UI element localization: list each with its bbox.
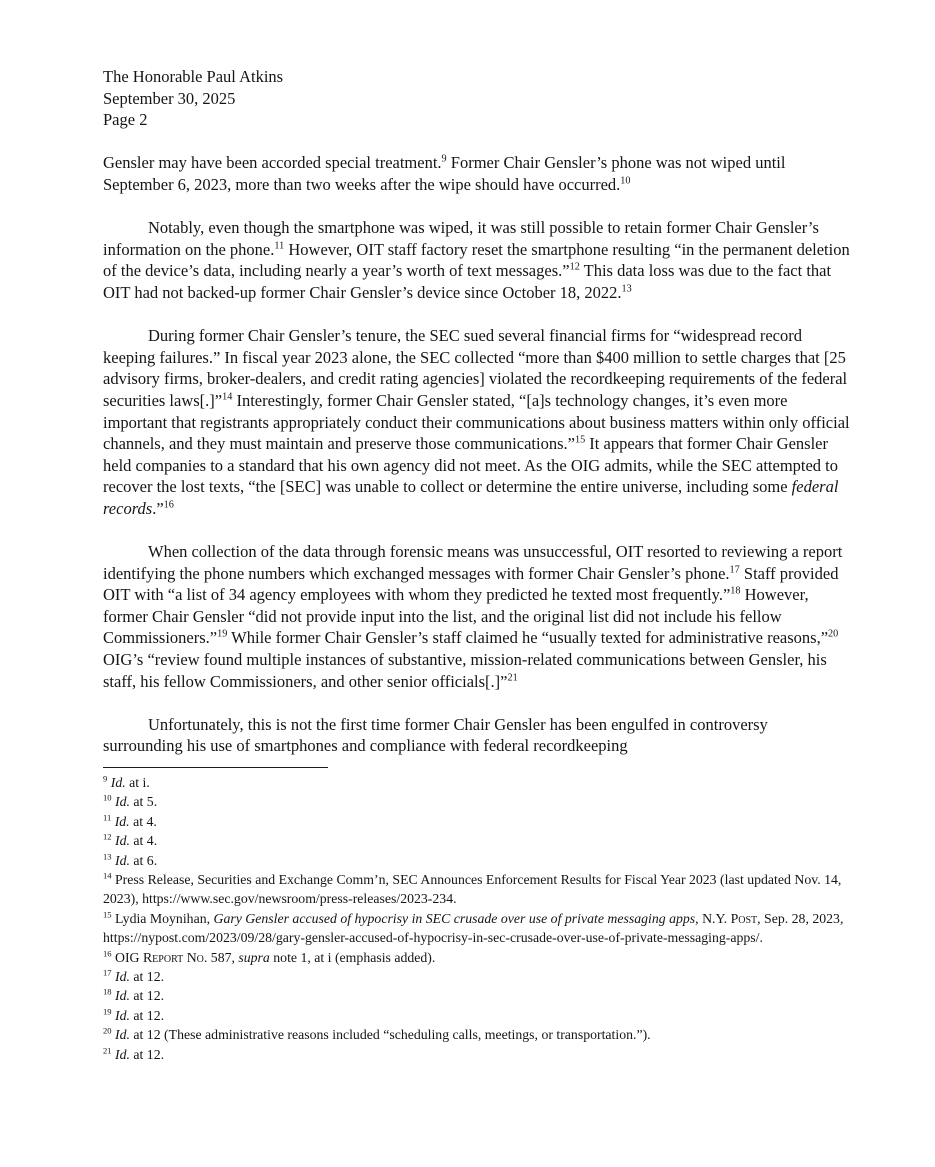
text-run: Press Release, Securities and Exchange Comm’n, SEC Announces Enforcement Results for Fiscal Year 2023 (last updated Nov. 14, 2023), https://www.sec.gov/newsroom/press-releases/2023-234. [103, 872, 842, 907]
text-run: However, former Chair Gensler “did not provide input into the list, and the original list did not include his fellow Commissioners.” [103, 585, 809, 648]
text-run: Id. [115, 969, 130, 985]
body-paragraph [103, 217, 850, 303]
text-run: It appears that former Chair Gensler held companies to a standard that his own agency did not meet. As the OIG admits, while the SEC attempted to recover the lost texts, “the [SEC] was unable to collect or determine the entire universe, including some [103, 434, 839, 497]
footnote-ref: 18 [730, 585, 741, 597]
footnote-ref: 14 [222, 391, 233, 403]
footnote-ref: 9 [103, 773, 108, 784]
text-run: Id. [115, 833, 130, 849]
footnote [103, 986, 850, 1005]
text-run: This data loss was due to the fact that OIT had not backed-up former Chair Gensler’s device since October 18, 2022. [103, 261, 832, 302]
text-run: at 6. [129, 852, 158, 868]
footnote [103, 792, 850, 811]
text-run: .” [152, 498, 164, 518]
footnote-ref: 11 [274, 240, 285, 252]
footnote-ref: 13 [103, 851, 112, 862]
footnote-ref: 17 [729, 564, 740, 576]
text-run: Id. [110, 775, 126, 790]
text-run: Id. [115, 1046, 130, 1062]
text-run: supra [238, 949, 270, 965]
footnote-ref: 9 [441, 153, 447, 165]
footnote-ref: 14 [103, 870, 112, 881]
page-number-line: Page 2 [103, 110, 148, 130]
text-run: Notably, even though the smartphone was wiped, it was still possible to retain former Chair Gensler’s information on the phone. [103, 218, 819, 259]
text-run: Id. [115, 1007, 130, 1023]
footnote [103, 1025, 850, 1044]
footnote [103, 851, 850, 870]
text-run: However, OIT staff factory reset the smartphone resulting “in the permanent deletion of the device’s data, including nearly a year’s worth of text messages.” [103, 239, 850, 281]
footnote-ref: 13 [621, 283, 632, 295]
text-run: When collection of the data through forensic means was unsuccessful, OIT resorted to reviewing a report identifying the phone numbers which exchanged messages with former Chair Gensler’s phone. [103, 542, 843, 583]
text-run: Former Chair Gensler’s phone was not wiped until September 6, 2023, more than two weeks after the wipe should have occurred. [103, 153, 786, 194]
footnote-ref: 17 [103, 967, 112, 978]
footnote [103, 870, 850, 909]
text-run: Id. [115, 1027, 130, 1043]
footnote-ref: 10 [103, 792, 112, 803]
body-paragraph [103, 325, 850, 519]
letter-header [103, 66, 850, 131]
text-run: During former Chair Gensler’s tenure, the SEC sued several financial firms for “widespread record keeping failures.” In fiscal year 2023 alone, the SEC collected “more than $400 million to settle charges that [25 advisory firms, broker-dealers, and credit rating agencies] violated the recordkeeping requirements of the federal securities laws[.]” [103, 326, 848, 410]
footnote-ref: 16 [103, 948, 112, 959]
footnote-ref: 21 [103, 1045, 112, 1056]
recipient-line: The Honorable Paul Atkins [103, 67, 284, 86]
text-run: note 1, at i (emphasis added). [269, 949, 436, 965]
footnote [103, 948, 850, 967]
footnote-ref: 18 [103, 986, 112, 997]
text-run: at 12. [129, 1046, 165, 1062]
footnote-ref: 12 [569, 261, 580, 273]
footnote [103, 831, 850, 850]
text-run: Lydia Moynihan, [115, 910, 214, 926]
text-run: at 4. [129, 813, 157, 829]
body-paragraph [103, 714, 850, 757]
footnote [103, 1006, 850, 1025]
footnote-ref: 11 [103, 812, 112, 823]
body-paragraph [103, 152, 850, 195]
text-run: at 12. [129, 1007, 165, 1023]
text-run: While former Chair Gensler’s staff claimed he “usually texted for administrative reasons,” [227, 628, 829, 648]
text-run: OIG’s “review found multiple instances of substantive, mission-related communications between Gensler, his staff, his fellow Commissioners, and other senior officials[.]” [103, 650, 827, 691]
text-run: Gary Gensler accused of hypocrisy in SEC crusade over use of private messaging apps [213, 910, 696, 926]
footnote-ref: 19 [217, 628, 228, 640]
body-paragraphs [103, 152, 850, 757]
text-run: federal records [103, 477, 839, 518]
footnote-ref: 15 [574, 434, 586, 446]
text-run: 587, [207, 949, 239, 965]
footnote-ref: 19 [103, 1006, 112, 1017]
footnote-ref: 21 [507, 672, 518, 684]
footnote [103, 1045, 850, 1064]
footnote [103, 773, 850, 792]
text-run: , N.Y. [695, 910, 731, 926]
text-run: at 12. [129, 988, 165, 1004]
footnote-separator [103, 767, 328, 768]
footnote [103, 967, 850, 986]
text-run: Post [730, 910, 758, 926]
footnote-ref: 16 [163, 499, 174, 511]
text-run: Id. [115, 988, 130, 1004]
text-run: Gensler may have been accorded special treatment. [103, 153, 442, 173]
body-paragraph [103, 541, 850, 692]
footnote-ref: 15 [103, 909, 112, 920]
footnote [103, 909, 850, 948]
footnotes [103, 773, 850, 1064]
text-run: , Sep. 28, 2023, https://nypost.com/2023/09/28/gary-gensler-accused-of-hypocrisy-in-sec-crusade-over-use-of-private-messaging-apps/. [103, 910, 844, 946]
text-run: Staff provided OIT with “a list of 34 agency employees with whom they predicted he texted most frequently.” [103, 563, 839, 605]
text-run: Interestingly, former Chair Gensler stated, “[a]s technology changes, it’s even more important that registrants appropriately conduct their communications about business matters within only official channels, and they must maintain and preserve those communications.” [103, 390, 850, 454]
text-run: Id. [115, 852, 130, 868]
text-run: Id. [114, 813, 130, 829]
footnote-ref: 20 [828, 628, 839, 640]
footnote [103, 812, 850, 831]
text-run: OIG [115, 949, 143, 965]
text-run: at i. [125, 775, 150, 790]
text-run: at 4. [129, 833, 158, 849]
date-line: September 30, 2025 [103, 88, 236, 108]
footnote-ref: 10 [620, 175, 631, 187]
text-run: Unfortunately, this is not the first time former Chair Gensler has been engulfed in controversy surrounding his use of smartphones and compliance with federal recordkeeping [103, 714, 768, 756]
text-run: Id. [115, 794, 130, 810]
text-run: at 12. [129, 969, 165, 985]
text-run: at 5. [129, 794, 158, 810]
text-run: Report No. [142, 949, 208, 965]
footnote-ref: 20 [103, 1025, 112, 1036]
text-run: at 12 (These administrative reasons included “scheduling calls, meetings, or transportation.”). [129, 1027, 651, 1043]
footnote-ref: 12 [103, 831, 112, 842]
